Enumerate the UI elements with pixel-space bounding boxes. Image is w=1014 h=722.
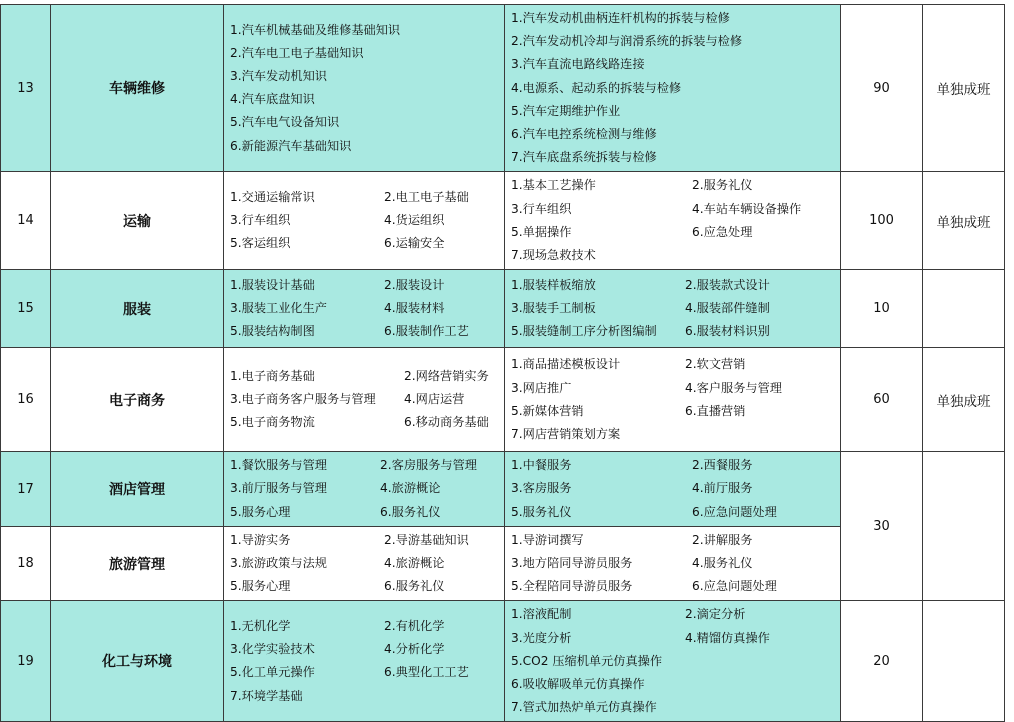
- enrollment-count: 30: [841, 452, 923, 601]
- theory-item: 5.电子商务物流: [230, 415, 315, 430]
- practice-item: 2.讲解服务: [692, 532, 753, 547]
- theory-item: 4.分析化学: [384, 642, 445, 657]
- practice-courses: [505, 5, 841, 172]
- practice-courses: [505, 601, 841, 722]
- practice-item: 4.车站车辆设备操作: [692, 201, 802, 216]
- practice-item: 7.汽车底盘系统拆装与检修: [511, 150, 657, 165]
- practice-item: 6.吸收解吸单元仿真操作: [511, 677, 645, 692]
- class-note: [923, 452, 1005, 601]
- row-number: 19: [1, 601, 51, 722]
- theory-item: 7.环境学基础: [230, 688, 303, 703]
- practice-item: 4.客户服务与管理: [685, 380, 782, 395]
- table-row-15: [1, 270, 1005, 348]
- practice-courses: [505, 348, 841, 452]
- theory-item: 5.汽车电气设备知识: [230, 115, 340, 130]
- theory-item: 2.汽车电工电子基础知识: [230, 45, 364, 60]
- theory-courses: [224, 270, 505, 348]
- theory-item: 3.化学实验技术: [230, 642, 315, 657]
- theory-courses: [224, 348, 505, 452]
- practice-item: 6.汽车电控系统检测与维修: [511, 127, 657, 142]
- major-name: 电子商务: [51, 348, 224, 452]
- theory-courses: [224, 601, 505, 722]
- theory-item: 4.汽车底盘知识: [230, 92, 315, 107]
- practice-item: 2.西餐服务: [692, 458, 753, 473]
- practice-item: 3.光度分析: [511, 630, 572, 645]
- practice-item: 4.电源系、起动系的拆装与检修: [511, 80, 682, 95]
- practice-item: 5.CO2 压缩机单元仿真操作: [511, 653, 663, 668]
- practice-item: 7.管式加热炉单元仿真操作: [511, 700, 657, 715]
- practice-item: 7.现场急救技术: [511, 248, 596, 263]
- theory-item: 4.旅游概论: [380, 481, 441, 496]
- major-name: 旅游管理: [51, 526, 224, 601]
- practice-item: 7.网店营销策划方案: [511, 426, 621, 441]
- row-number: 14: [1, 172, 51, 270]
- practice-item: 1.商品描述模板设计: [511, 357, 621, 372]
- theory-item: 1.服装设计基础: [230, 277, 315, 292]
- theory-courses: [224, 452, 505, 527]
- theory-item: 3.汽车发动机知识: [230, 69, 327, 83]
- major-name: 酒店管理: [51, 452, 224, 527]
- major-name: 车辆维修: [51, 5, 224, 172]
- theory-item: 6.移动商务基础: [404, 415, 489, 430]
- theory-item: 4.网店运营: [404, 392, 465, 407]
- theory-item: 5.客运组织: [230, 236, 291, 251]
- theory-item: 6.运输安全: [384, 236, 445, 251]
- enrollment-count: 60: [841, 348, 923, 452]
- practice-item: 4.精馏仿真操作: [685, 630, 770, 645]
- class-note: [923, 601, 1005, 722]
- theory-item: 3.服装工业化生产: [230, 301, 327, 316]
- practice-item: 2.滴定分析: [685, 607, 746, 622]
- practice-item: 5.汽车定期维护作业: [511, 103, 621, 118]
- table-row-17: [1, 452, 1005, 527]
- majors-table: [0, 4, 1005, 722]
- major-name: 化工与环境: [51, 601, 224, 722]
- theory-item: 6.典型化工工艺: [384, 665, 469, 680]
- theory-item: 5.化工单元操作: [230, 665, 315, 680]
- practice-item: 6.应急问题处理: [692, 504, 777, 519]
- major-name: 运输: [51, 172, 224, 270]
- theory-item: 6.服务礼仪: [380, 504, 441, 519]
- class-note: 单独成班: [923, 172, 1005, 270]
- theory-item: 1.交通运输常识: [230, 190, 315, 205]
- theory-item: 6.新能源汽车基础知识: [230, 138, 352, 153]
- theory-item: 2.导游基础知识: [384, 532, 469, 547]
- theory-item: 2.网络营销实务: [404, 368, 489, 383]
- practice-item: 6.服装材料识别: [685, 324, 770, 339]
- table-row-19: [1, 601, 1005, 722]
- practice-item: 2.软文营销: [685, 357, 746, 372]
- theory-item: 1.汽车机械基础及维修基础知识: [230, 22, 401, 37]
- practice-item: 6.应急处理: [692, 224, 753, 239]
- practice-item: 2.服务礼仪: [692, 178, 753, 193]
- practice-item: 6.直播营销: [685, 403, 746, 418]
- theory-item: 3.电子商务客户服务与管理: [230, 392, 376, 407]
- practice-item: 5.新媒体营销: [511, 403, 584, 418]
- table-row-13: [1, 5, 1005, 172]
- theory-item: 2.电工电子基础: [384, 190, 469, 205]
- table-row-14: [1, 172, 1005, 270]
- practice-item: 1.导游词撰写: [511, 532, 584, 547]
- practice-item: 5.单据操作: [511, 224, 572, 239]
- theory-courses: [224, 172, 505, 270]
- theory-courses: [224, 526, 505, 601]
- row-number: 18: [1, 526, 51, 601]
- practice-item: 2.服装款式设计: [685, 277, 770, 292]
- theory-item: 4.货运组织: [384, 213, 445, 228]
- enrollment-count: 10: [841, 270, 923, 348]
- practice-item: 3.网店推广: [511, 380, 572, 395]
- practice-item: 3.行车组织: [511, 201, 572, 216]
- practice-item: 1.中餐服务: [511, 458, 572, 473]
- practice-item: 3.服装手工制板: [511, 301, 596, 316]
- theory-item: 5.服务心理: [230, 579, 291, 594]
- row-number: 17: [1, 452, 51, 527]
- theory-item: 1.餐饮服务与管理: [230, 458, 327, 473]
- practice-item: 1.汽车发动机曲柄连杆机构的拆装与检修: [511, 11, 730, 25]
- class-note: 单独成班: [923, 348, 1005, 452]
- enrollment-count: 90: [841, 5, 923, 172]
- practice-item: 3.客房服务: [511, 481, 572, 496]
- practice-courses: [505, 452, 841, 527]
- class-note: 单独成班: [923, 5, 1005, 172]
- theory-item: 6.服装制作工艺: [384, 324, 469, 339]
- theory-item: 1.导游实务: [230, 532, 291, 547]
- practice-item: 5.全程陪同导游员服务: [511, 579, 633, 594]
- row-number: 13: [1, 5, 51, 172]
- theory-item: 2.客房服务与管理: [380, 458, 477, 473]
- enrollment-count: 100: [841, 172, 923, 270]
- row-number: 15: [1, 270, 51, 348]
- table-row-16: [1, 348, 1005, 452]
- practice-item: 3.汽车直流电路线路连接: [511, 57, 645, 72]
- practice-item: 4.前厅服务: [692, 481, 753, 496]
- theory-item: 2.有机化学: [384, 619, 445, 634]
- theory-item: 6.服务礼仪: [384, 579, 445, 594]
- theory-courses: [224, 5, 505, 172]
- theory-item: 2.服装设计: [384, 277, 445, 292]
- row-number: 16: [1, 348, 51, 452]
- practice-item: 1.基本工艺操作: [511, 178, 596, 193]
- practice-item: 4.服装部件缝制: [685, 301, 770, 316]
- practice-item: 4.服务礼仪: [692, 556, 753, 571]
- practice-item: 5.服务礼仪: [511, 504, 572, 519]
- theory-item: 3.旅游政策与法规: [230, 556, 327, 571]
- practice-item: 5.服装缝制工序分析图编制: [511, 324, 657, 339]
- practice-courses: [505, 172, 841, 270]
- theory-item: 3.前厅服务与管理: [230, 481, 327, 496]
- theory-item: 1.电子商务基础: [230, 368, 315, 383]
- practice-item: 1.溶液配制: [511, 607, 572, 622]
- practice-courses: [505, 270, 841, 348]
- major-name: 服装: [51, 270, 224, 348]
- theory-item: 4.旅游概论: [384, 556, 445, 571]
- theory-item: 5.服务心理: [230, 504, 291, 519]
- practice-courses: [505, 526, 841, 601]
- practice-item: 2.汽车发动机冷却与润滑系统的拆装与检修: [511, 34, 743, 49]
- theory-item: 1.无机化学: [230, 619, 291, 634]
- theory-item: 5.服装结构制图: [230, 324, 315, 339]
- practice-item: 3.地方陪同导游员服务: [511, 556, 633, 571]
- class-note: [923, 270, 1005, 348]
- practice-item: 1.服装样板缩放: [511, 277, 596, 292]
- enrollment-count: 20: [841, 601, 923, 722]
- practice-item: 6.应急问题处理: [692, 579, 777, 594]
- theory-item: 3.行车组织: [230, 213, 291, 228]
- theory-item: 4.服装材料: [384, 301, 445, 316]
